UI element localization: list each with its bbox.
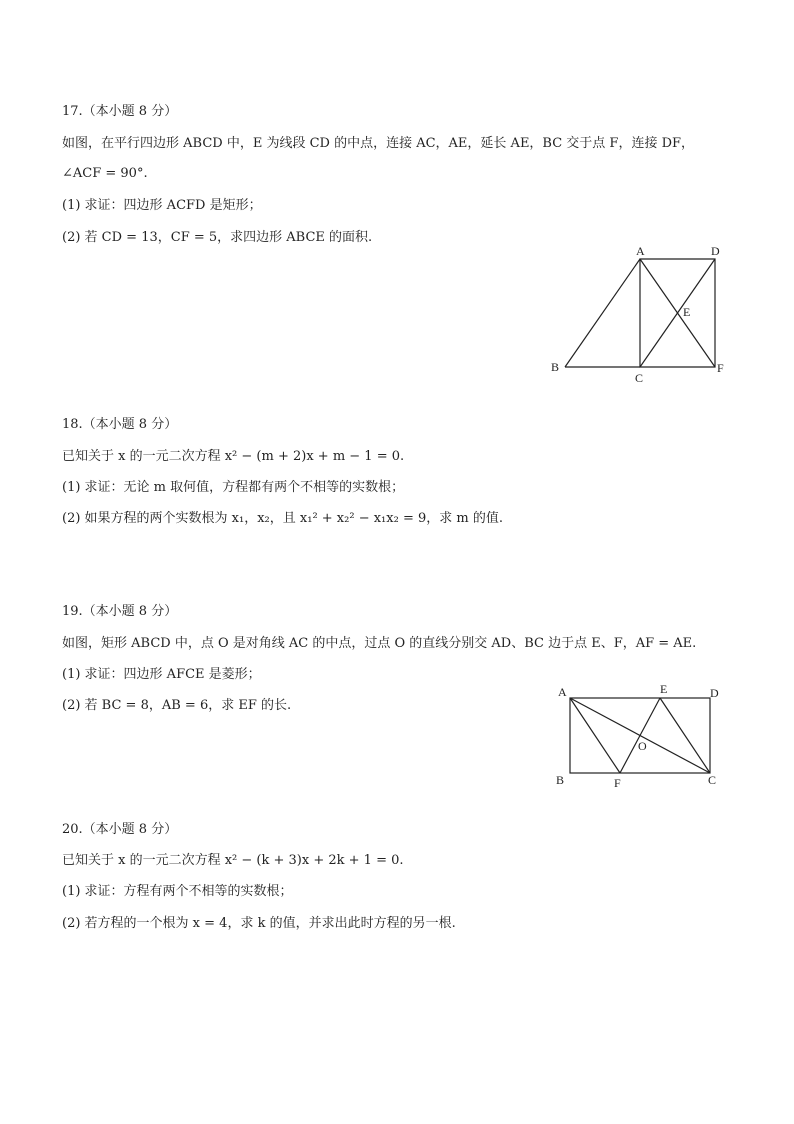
problem-20-header: 20.（本小题 8 分） (62, 822, 178, 837)
label-a: A (558, 685, 567, 699)
segment-ab (565, 259, 640, 367)
problem-17-line-1: 如图，在平行四边形 ABCD 中，E 为线段 CD 的中点，连接 AC，AE，延长 AE，BC 交于点 F，连接 DF， (62, 136, 695, 151)
figure-parallelogram-acfd (545, 245, 735, 385)
problem-17-part-2: (2) 若 CD = 13，CF = 5，求四边形 ABCE 的面积. (62, 230, 373, 245)
problem-19-line-1: 如图，矩形 ABCD 中，点 O 是对角线 AC 的中点，过点 O 的直线分别交 AD、BC 边于点 E、F，AF = AE. (62, 636, 697, 651)
problem-17-header: 17.（本小题 8 分） (62, 104, 178, 119)
label-a: A (636, 245, 645, 258)
label-f: F (614, 776, 621, 790)
segment-ec (660, 698, 710, 773)
segment-af (570, 698, 620, 773)
label-b: B (556, 773, 565, 787)
problem-17-part-1: (1) 求证：四边形 ACFD 是矩形； (62, 198, 262, 213)
figure-rectangle-abcd (550, 680, 730, 795)
label-d: D (711, 245, 720, 258)
problem-19-part-1: (1) 求证：四边形 AFCE 是菱形； (62, 667, 261, 682)
problem-18-part-2: (2) 如果方程的两个实数根为 x₁，x₂，且 x₁² + x₂² − x₁x₂ = 9，求 m 的值. (62, 511, 503, 526)
problem-20-line-1: 已知关于 x 的一元二次方程 x² − (k + 3)x + 2k + 1 = 0. (62, 853, 404, 868)
label-b: B (551, 360, 560, 374)
problem-20-part-1: (1) 求证：方程有两个不相等的实数根； (62, 884, 293, 899)
label-e: E (683, 305, 691, 319)
problem-19-part-2: (2) 若 BC = 8，AB = 6，求 EF 的长. (62, 698, 292, 713)
problem-18-part-1: (1) 求证：无论 m 取何值，方程都有两个不相等的实数根； (62, 480, 405, 495)
problem-19-header: 19.（本小题 8 分） (62, 604, 178, 619)
label-o: O (638, 739, 647, 753)
label-d: D (710, 686, 719, 700)
problem-18-line-1: 已知关于 x 的一元二次方程 x² − (m + 2)x + m − 1 = 0. (62, 449, 405, 464)
label-e: E (660, 682, 668, 696)
label-c: C (708, 773, 717, 787)
label-c: C (635, 371, 644, 385)
problem-18-header: 18.（本小题 8 分） (62, 417, 178, 432)
segment-ef (620, 698, 660, 773)
problem-17-line-2: ∠ACF = 90°. (62, 166, 148, 181)
problem-20-part-2: (2) 若方程的一个根为 x = 4，求 k 的值，并求出此时方程的另一根. (62, 916, 456, 931)
label-f: F (717, 361, 724, 375)
